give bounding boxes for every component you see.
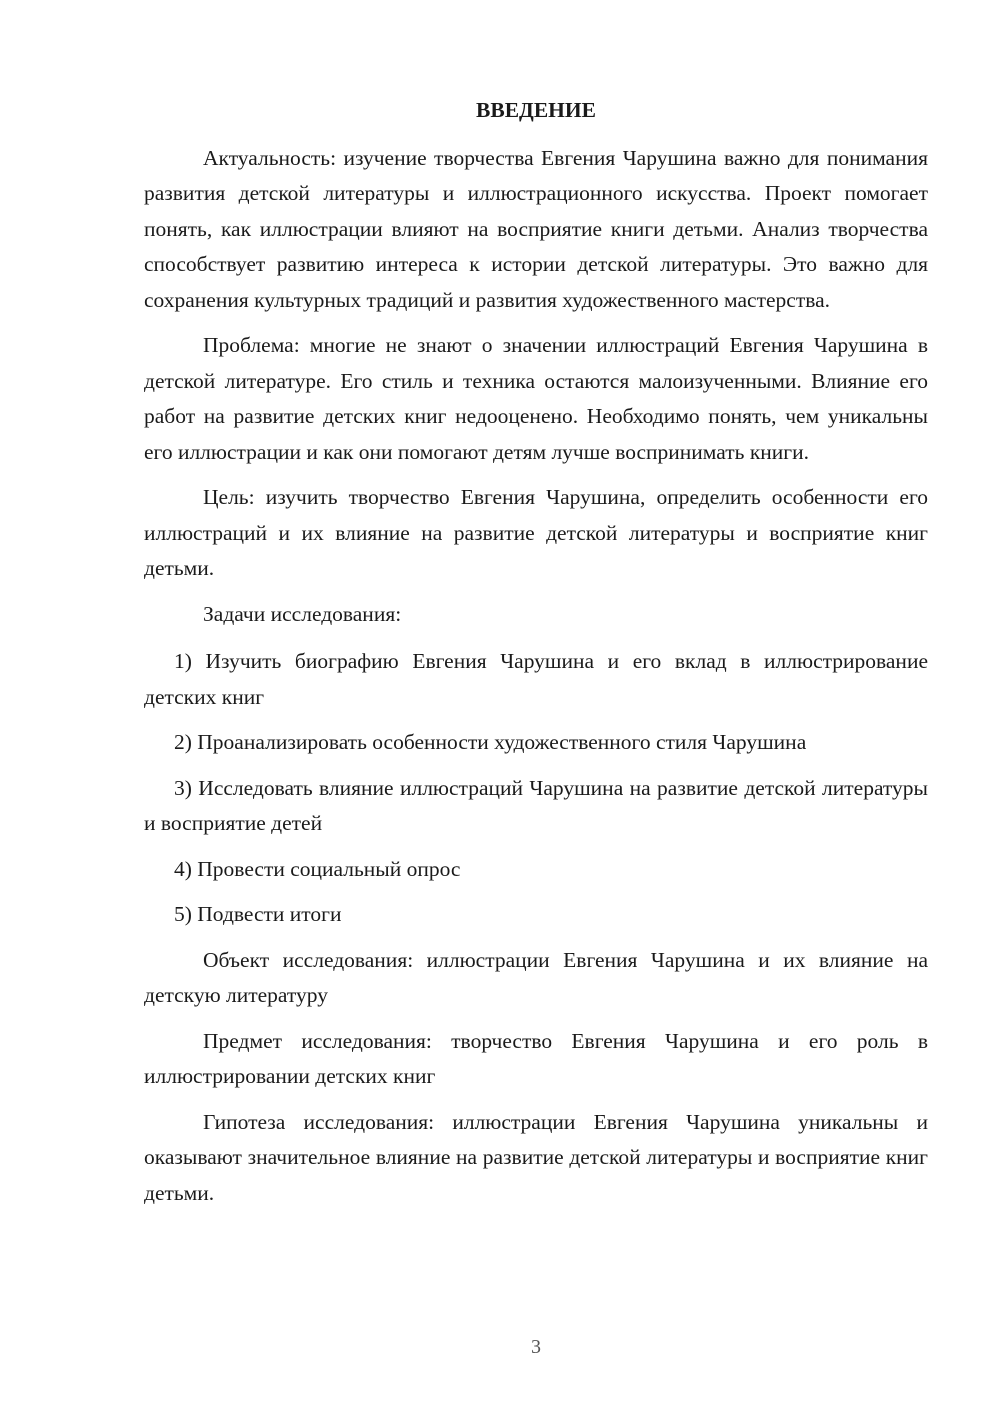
page-number: 3	[531, 1336, 541, 1358]
task-item-5: 5) Подвести итоги	[174, 902, 342, 926]
tasks-list	[144, 644, 928, 933]
goal-paragraph: Цель: изучить творчество Евгения Чарушина, определить особенности его иллюстраций и их влияние на развитие детской литературы и восприятие книг детьми.	[144, 485, 928, 580]
tasks-title: Задачи исследования:	[203, 601, 402, 626]
problem-paragraph: Проблема: многие не знают о значении иллюстраций Евгения Чарушина в детской литературе. Его стиль и техника остаются малоизученными. Влияние его работ на развитие детских книг недооценено. Необходимо понять, чем уникальны его иллюстрации и как они помогают детям лучше воспринимать книги.	[144, 333, 928, 464]
task-item-2: 2) Проанализировать особенности художественного стиля Чарушина	[174, 730, 807, 754]
task-item-3: 3) Исследовать влияние иллюстраций Чарушина на развитие детской литературы и восприятие детей	[144, 775, 928, 835]
page-content	[144, 93, 928, 1221]
relevance-paragraph: Актуальность: изучение творчества Евгения Чарушина важно для понимания развития детской литературы и иллюстрационного искусства. Проект помогает понять, как иллюстрации влияют на восприятие книги детьми. Анализ творчества способствует развитию интереса к истории детской литературы. Это важно для сохранения культурных традиций и развития художественного мастерства.	[144, 145, 928, 312]
hypothesis-paragraph: Гипотеза исследования: иллюстрации Евгения Чарушина уникальны и оказывают значительное влияние на развитие детской литературы и восприятие книг детьми.	[144, 1109, 928, 1205]
object-paragraph: Объект исследования: иллюстрации Евгения Чарушина и их влияние на детскую литературу	[144, 947, 928, 1007]
section-heading: ВВЕДЕНИЕ	[476, 98, 596, 122]
task-item-1: 1) Изучить биографию Евгения Чарушина и его вклад в иллюстрирование детских книг	[144, 649, 928, 709]
subject-paragraph: Предмет исследования: творчество Евгения Чарушина и его роль в иллюстрировании детских книг	[144, 1028, 928, 1088]
task-item-4: 4) Провести социальный опрос	[174, 856, 461, 881]
